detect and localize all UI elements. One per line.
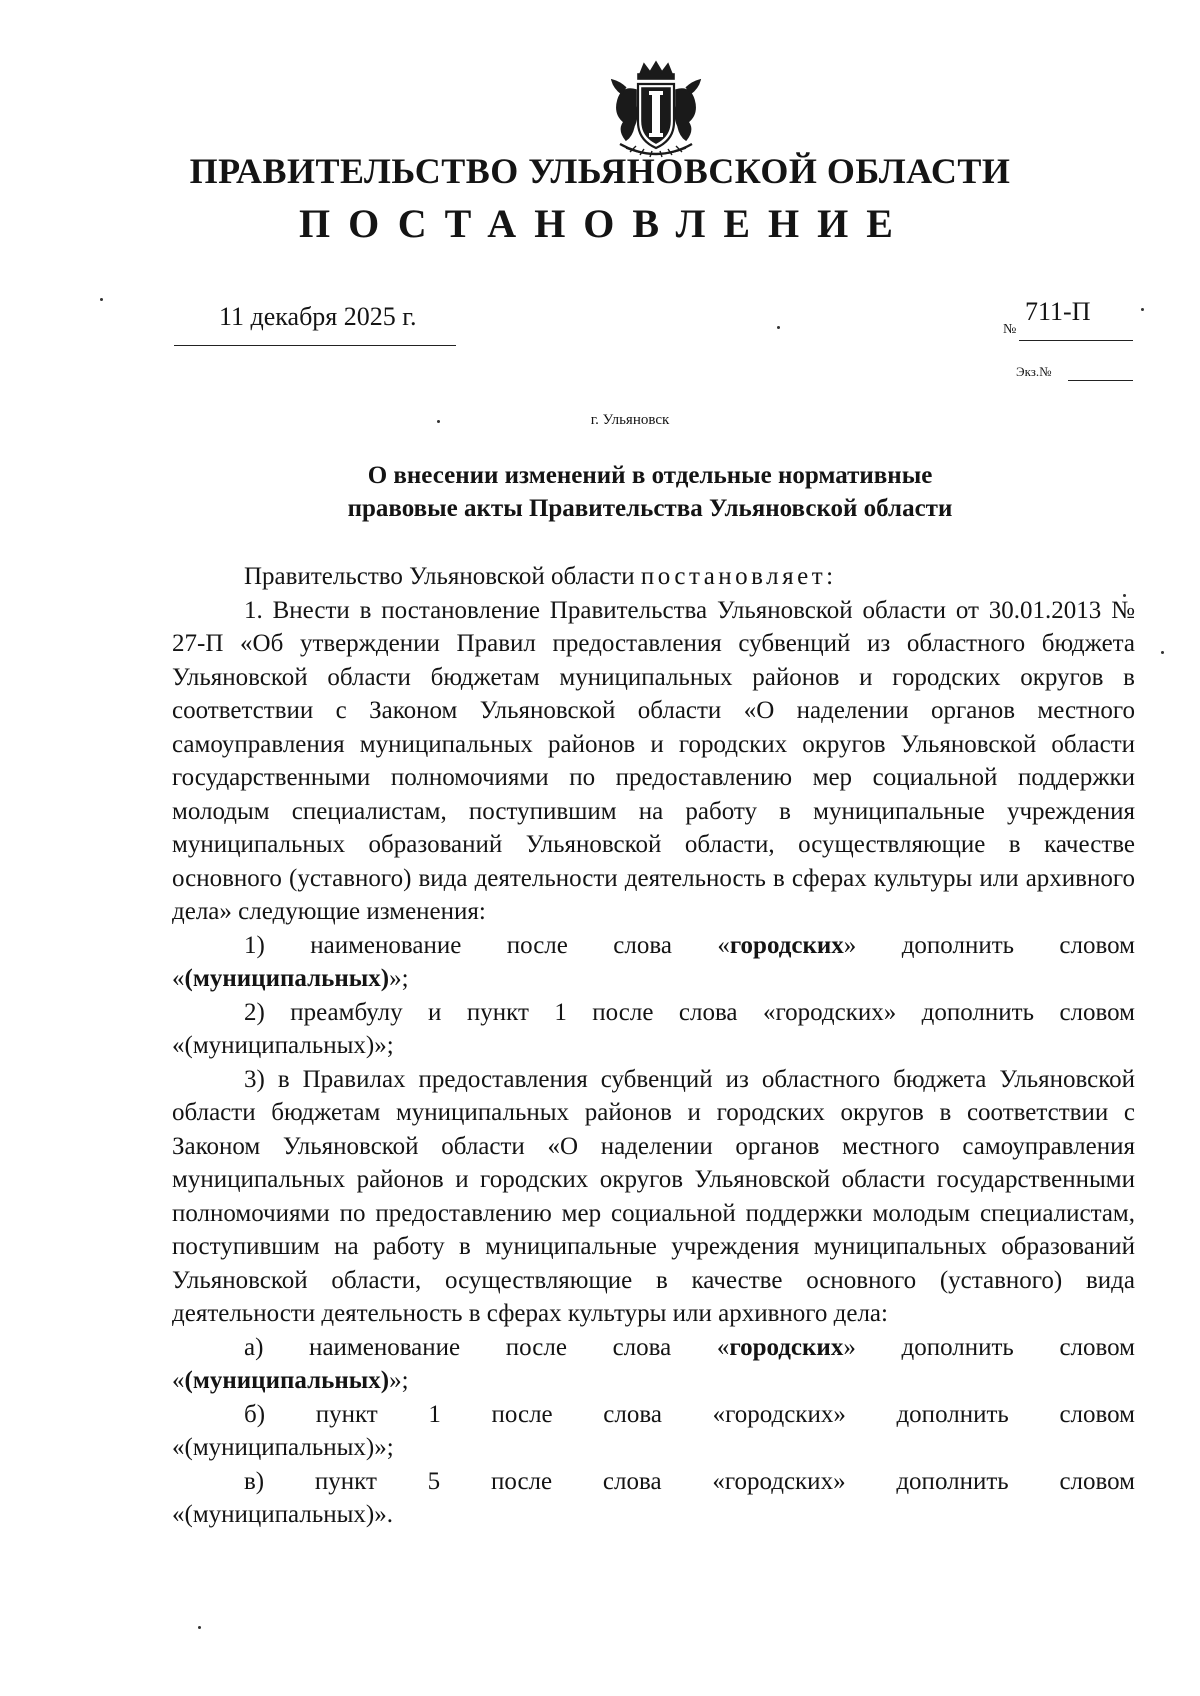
document-type-heading: ПОСТАНОВЛЕНИЕ <box>299 201 911 246</box>
subject-line-1: О внесении изменений в отдельные нормативные <box>367 462 933 489</box>
subitem-a-line-1 <box>172 1331 1135 1365</box>
subitem-2: 2) преамбулу и пункт 1 после слова «городских» дополнить словом «(муниципальных)»; <box>172 998 1135 1059</box>
subitem-1-line-2 <box>172 962 1135 996</box>
scan-speck <box>100 298 103 301</box>
subitem-v-line-2: «(муниципальных)». <box>172 1501 393 1528</box>
subitem-a-line-2 <box>172 1364 1135 1398</box>
government-title: ПРАВИТЕЛЬСТВО УЛЬЯНОВСКОЙ ОБЛАСТИ <box>189 151 1011 191</box>
preamble-verb: постановляет: <box>640 563 837 590</box>
scan-speck <box>777 326 780 329</box>
scan-speck <box>198 1626 201 1629</box>
subitem-1-mid: » дополнить словом <box>843 931 1135 959</box>
item-1: 1. Внести в постановление Правительства Ульяновской области от 30.01.2013 № 27-П «Об утверждении Правил предоставления субвенций из областного бюджета Ульяновской области бюджетам муниципальных районов и городских округов в соответствии с Законом Ульяновской области «О наделении органов местного самоуправления муниципальных районов и городских округов Ульяновской области государственными полномочиями по предоставлению мер социальной поддержки молодым специалистам, поступившим на работу в муниципальные учреждения муниципальных образований Ульяновской области, осуществляющие в качестве основного (уставного) вида деятельности деятельность в сферах культуры или архивного дела» следующие изменения: <box>172 596 1135 925</box>
subitem-a-close-quote: »; <box>389 1367 409 1394</box>
copy-number-underline <box>1068 380 1133 381</box>
subitem-a-open-quote: « <box>172 1367 185 1394</box>
scan-speck <box>1161 651 1164 654</box>
document-body <box>172 560 1135 1532</box>
number-underline <box>1019 340 1133 341</box>
scan-speck <box>1141 308 1144 311</box>
document-number: 711-П <box>1025 297 1091 326</box>
scan-speck <box>1123 594 1126 597</box>
subitem-a-mid: » дополнить словом <box>843 1333 1135 1361</box>
copy-number-label: Экз.№ <box>1016 364 1052 379</box>
subitem-1-bold-insert: (муниципальных) <box>184 965 390 992</box>
subitem-b-line-2: «(муниципальных)»; <box>172 1434 394 1461</box>
subitem-1-open-quote: « <box>172 965 185 992</box>
subitem-1-close-quote: »; <box>389 965 409 992</box>
subitem-v-line-1: в) пункт 5 после слова «городских» дополнить словом <box>244 1467 1135 1495</box>
subitem-1-head: 1) наименование после слова « <box>244 931 730 959</box>
subject-line-2: правовые акты Правительства Ульяновской области <box>347 495 953 522</box>
document-date: 11 декабря 2025 г. <box>219 302 417 331</box>
subitem-a-bold-insert: (муниципальных) <box>184 1367 390 1394</box>
preamble-start: Правительство Ульяновской области <box>244 563 641 590</box>
subitem-b-line-1: б) пункт 1 после слова «городских» дополнить словом <box>244 1400 1135 1428</box>
scan-speck <box>437 420 440 423</box>
date-underline <box>174 345 456 346</box>
number-sign: № <box>1003 322 1017 337</box>
subitem-1-line-1 <box>172 929 1135 963</box>
subitem-3: 3) в Правилах предоставления субвенций из областного бюджета Ульяновской области бюджетам муниципальных районов и городских округов в соответствии с Законом Ульяновской области «О наделении органов местного самоуправления муниципальных районов и городских округов Ульяновской области государственными полномочиями по предоставлению мер социальной поддержки молодым специалистам, поступившим на работу в муниципальные учреждения муниципальных образований Ульяновской области, осуществляющие в качестве основного (уставного) вида деятельности деятельность в сферах культуры или архивного дела: <box>172 1065 1135 1327</box>
city-name: г. Ульяновск <box>590 412 670 428</box>
subitem-a-head: а) наименование после слова « <box>244 1333 730 1361</box>
document-subject <box>200 459 1100 525</box>
subitem-a-bold-word: городских <box>729 1333 844 1361</box>
preamble <box>172 560 1135 594</box>
subitem-1-bold-word: городских <box>729 931 844 959</box>
